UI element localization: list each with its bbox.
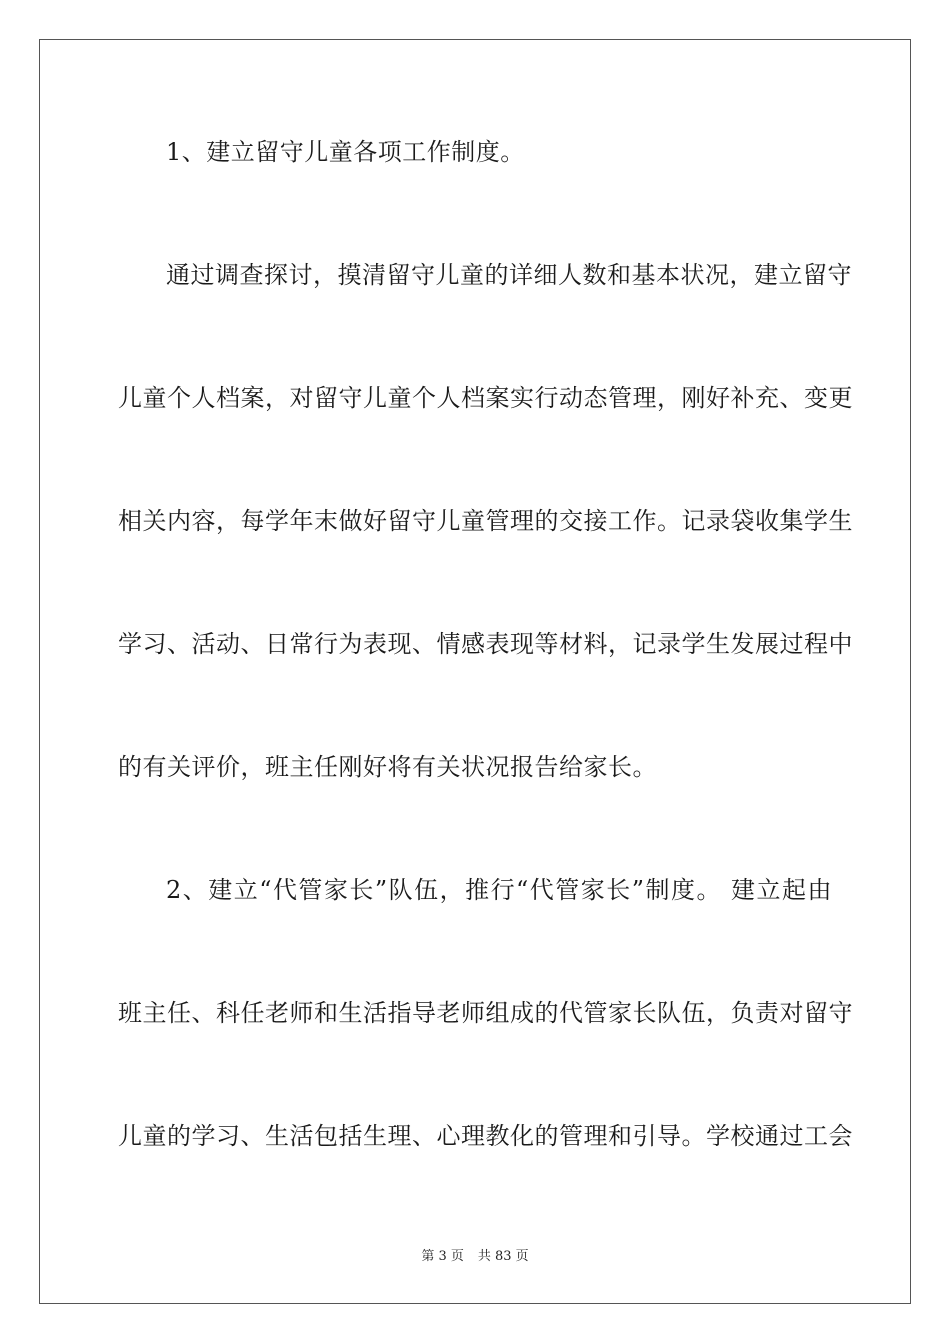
page-total: 共 83 页 — [477, 1249, 529, 1264]
paragraph-line: 儿童个人档案，对留守儿童个人档案实行动态管理，刚好补充、变更 — [118, 384, 853, 412]
page-number: 第 3 页 — [421, 1249, 464, 1264]
heading-1: 1、建立留守儿童各项工作制度。 — [166, 138, 525, 166]
paragraph-line: 通过调查探讨，摸清留守儿童的详细人数和基本状况，建立留守 — [166, 261, 852, 289]
page-frame — [39, 39, 911, 1304]
page-footer — [0, 1248, 950, 1266]
paragraph-line: 的有关评价，班主任刚好将有关状况报告给家长。 — [118, 753, 657, 781]
paragraph-line: 班主任、科任老师和生活指导老师组成的代管家长队伍，负责对留守 — [118, 999, 853, 1027]
heading-2-line: 2、建立“代管家长”队伍，推行“代管家长”制度。 建立起由 — [166, 876, 832, 904]
paragraph-line: 儿童的学习、生活包括生理、心理教化的管理和引导。学校通过工会 — [118, 1122, 853, 1150]
paragraph-line: 相关内容，每学年末做好留守儿童管理的交接工作。记录袋收集学生 — [118, 507, 853, 535]
paragraph-line: 学习、活动、日常行为表现、情感表现等材料，记录学生发展过程中 — [118, 630, 853, 658]
